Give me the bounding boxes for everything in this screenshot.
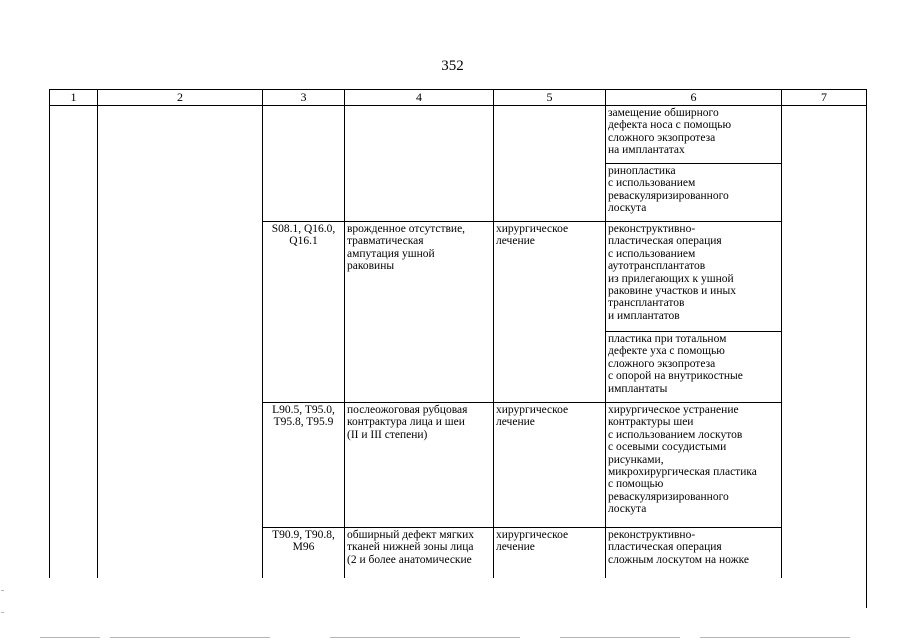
column-number-6: 6	[606, 90, 782, 106]
codes-cell	[263, 106, 345, 222]
column-number-1: 1	[50, 90, 98, 106]
model-cell: послеожоговая рубцовая контрактура лица и шеи (II и III степени)	[345, 403, 494, 528]
scan-artifact	[40, 637, 100, 638]
column-number-3: 3	[263, 90, 345, 106]
model-cell: обширный дефект мягких тканей нижней зоны лица (2 и более анатомические	[345, 528, 494, 608]
treatment-cell: хирургическое лечение	[494, 528, 606, 608]
codes-cell: T90.9, T90.8, M96	[263, 528, 345, 608]
table-row	[50, 106, 867, 164]
codes-cell: L90.5, T95.0, T95.8, T95.9	[263, 403, 345, 528]
scan-artifact	[560, 637, 680, 638]
column-number-4: 4	[345, 90, 494, 106]
treatment-cell: хирургическое лечение	[494, 222, 606, 403]
page-number: 352	[441, 58, 464, 74]
scan-artifact	[1, 612, 4, 613]
method-cell: замещение обширного дефекта носа с помощью сложного экзопротеза на имплантатах	[606, 106, 782, 164]
column-number-2: 2	[98, 90, 263, 106]
scan-artifact	[700, 637, 850, 638]
scan-artifact	[330, 637, 520, 638]
method-cell: ринопластика с использованием реваскуляризированного лоскута	[606, 164, 782, 222]
method-cell: пластика при тотальном дефекте уха с помощью сложного экзопротеза с опорой на внутрикостные имплантаты	[606, 332, 782, 403]
page-bottom-margin	[49, 578, 866, 640]
scan-artifact	[1, 590, 4, 591]
method-cell: хирургическое устранение контрактуры шеи с использованием лоскутов с осевыми сосудистыми рисунками, микрохирургическая пластика с помощью реваскуляризированного лоскута	[606, 403, 782, 528]
model-cell	[345, 106, 494, 222]
method-cell: реконструктивно- пластическая операция с использованием аутотрансплантатов из прилегающих к ушной раковине участков и иных трансплантатов и имплантатов	[606, 222, 782, 332]
scan-artifact	[110, 637, 270, 638]
medical-care-table	[49, 89, 867, 608]
treatment-cell: хирургическое лечение	[494, 403, 606, 528]
col1-cell	[50, 106, 98, 608]
codes-cell: S08.1, Q16.0, Q16.1	[263, 222, 345, 403]
treatment-cell	[494, 106, 606, 222]
column-number-row	[50, 90, 867, 106]
column-number-5: 5	[494, 90, 606, 106]
column-number-7: 7	[782, 90, 867, 106]
model-cell: врожденное отсутствие, травматическая ампутация ушной раковины	[345, 222, 494, 403]
col2-cell	[98, 106, 263, 608]
col7-cell	[782, 106, 867, 608]
method-cell: реконструктивно- пластическая операция сложным лоскутом на ножке	[606, 528, 782, 608]
